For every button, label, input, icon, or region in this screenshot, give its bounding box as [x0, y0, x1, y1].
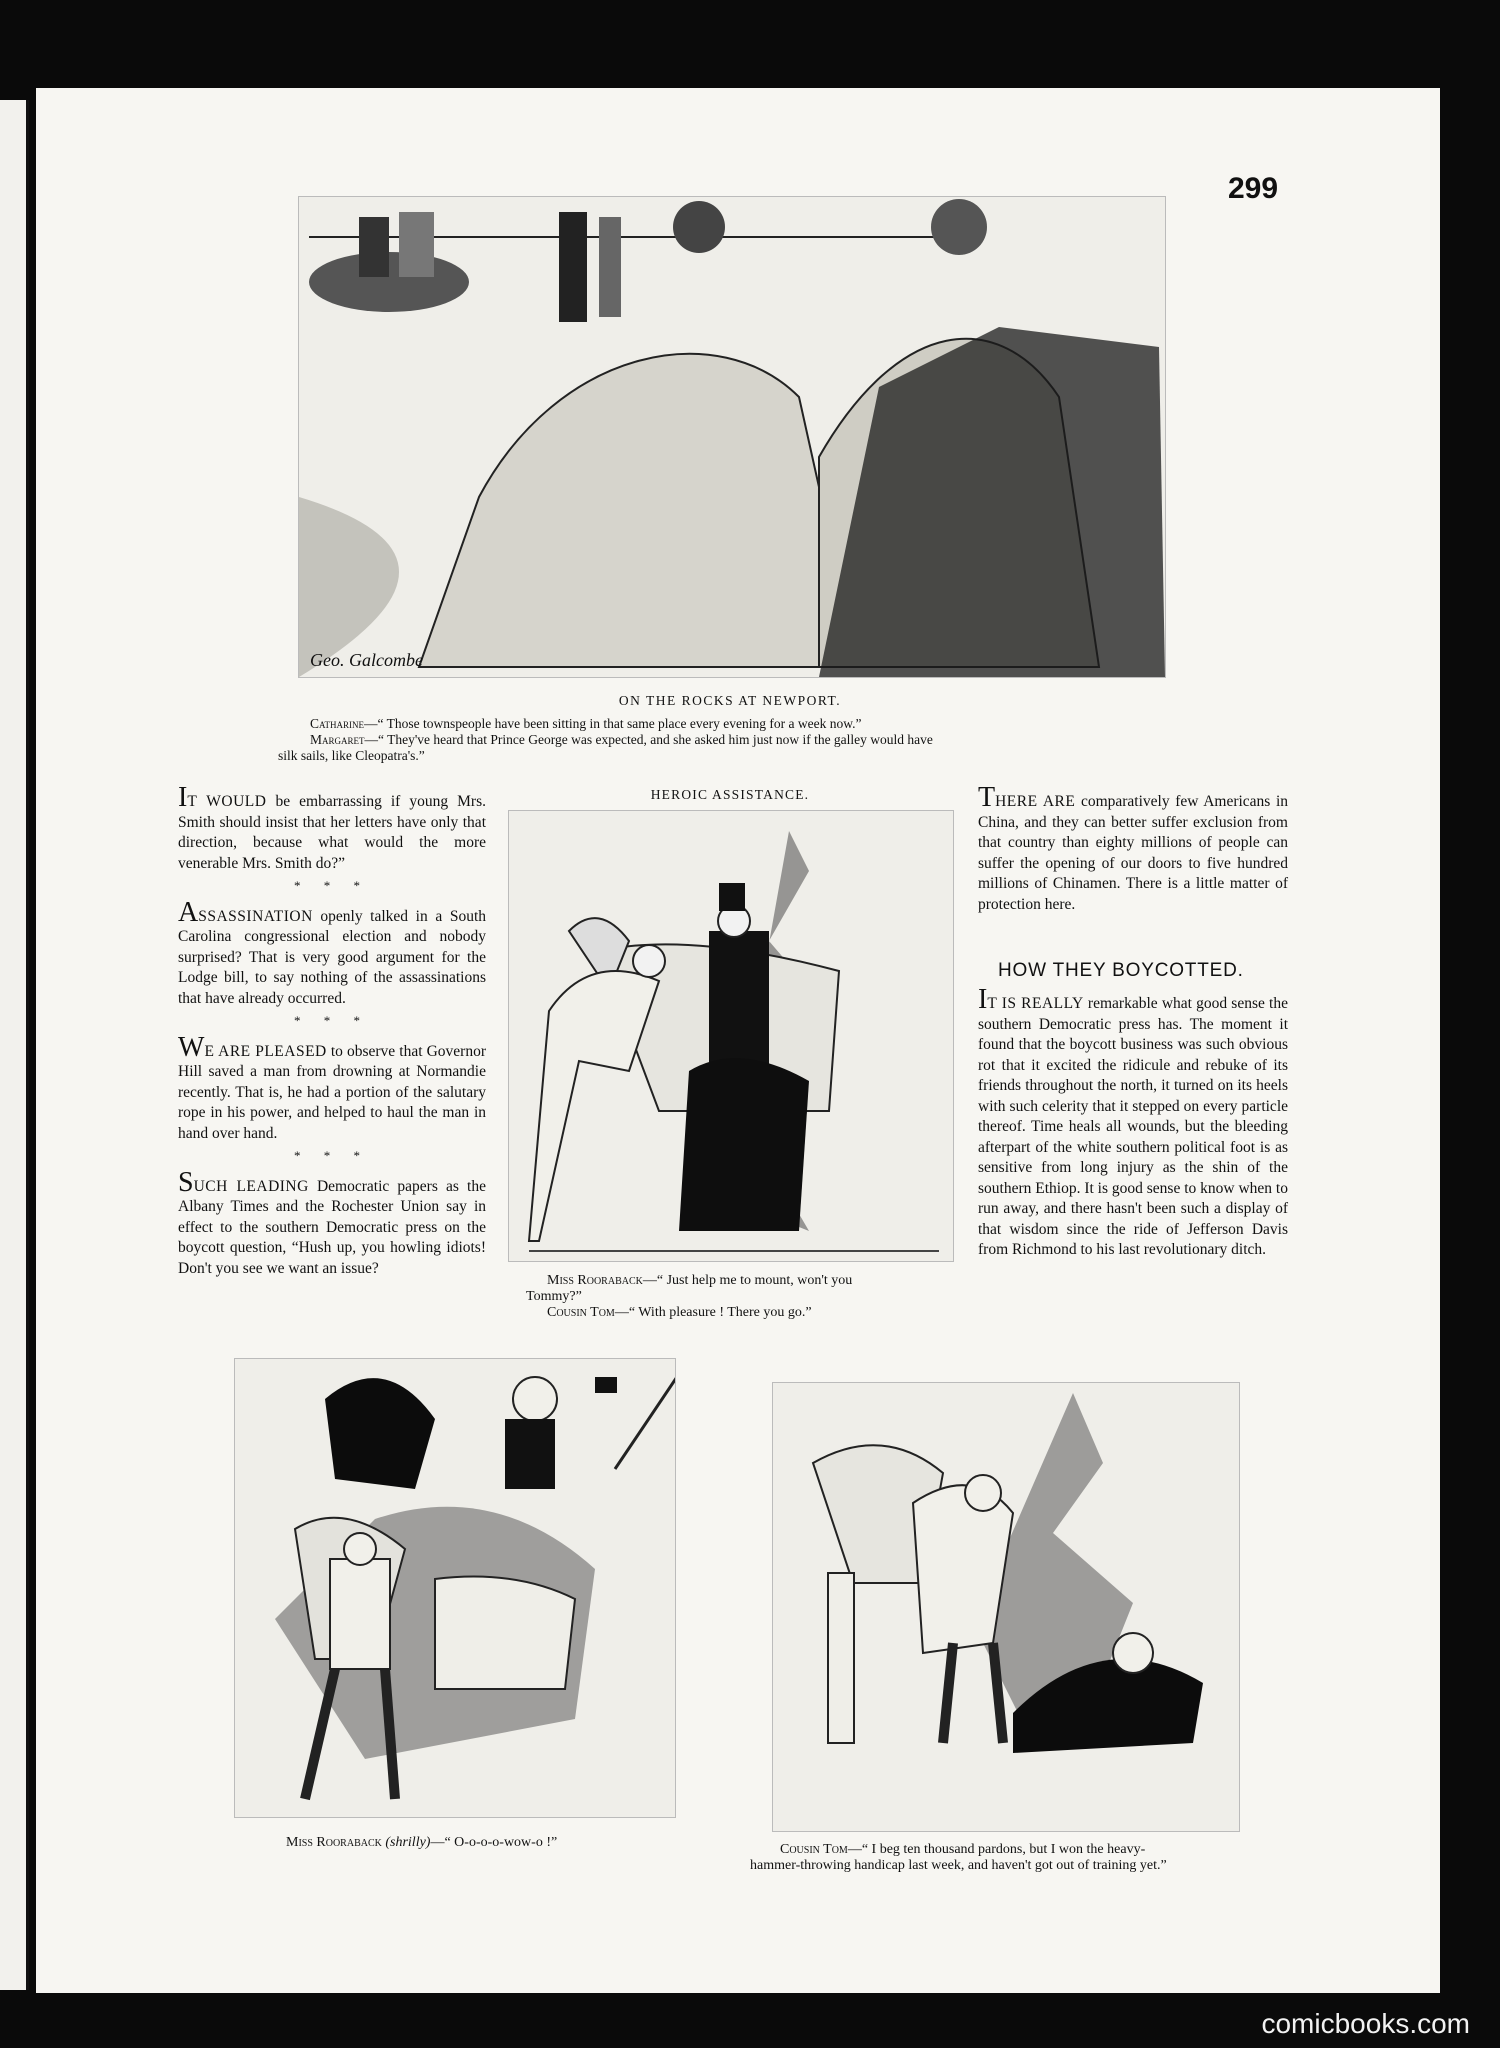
caption-shrilly: Miss Rooraback (shrilly)—“ O-o-o-o-wow-o !”: [286, 1835, 558, 1850]
artist-signature: Geo. Galcombe: [310, 650, 423, 670]
thrown-rider-illustration: [234, 1358, 676, 1818]
illustration-drawing: [299, 197, 1165, 677]
paragraph-assassination: ASSASSINATION openly talked in a South Carolina congressional election and nobody surprised? That is very good argument for the Lodge bill, to say nothing of the assassinations that have already occurred.: [178, 896, 486, 1007]
caption-line-catharine: [310, 716, 861, 732]
caption-text: —“ Those townspeople have been sitting in that same place every evening for a week now.”: [364, 716, 862, 731]
how-they-boycotted-heading: HOW THEY BOYCOTTED.: [998, 960, 1244, 981]
caption-line-continued: [278, 748, 425, 764]
newport-rocks-illustration: [298, 196, 1166, 678]
caption-cousin-tom: Cousin Tom—“ With pleasure ! There you go.”: [547, 1305, 812, 1320]
caption-text: silk sails, like Cleopatra's.”: [278, 748, 425, 763]
paragraph-boycott: IT IS REALLY remarkable what good sense the southern Democratic press has. The moment it found that the boycott business was such obvious rot that it excited the ridicule and rebuke of its friends throughout the north, it turned on its heels with such celerity that it stepped on every particle thereof. Time heals all wounds, but the bleeding afterpart of the white southern political foot is as sensitive from long injury as the shin of the southern Ethiop. It is good sense to know when to run away, and there hasn't been such a display of that wisdom since the ride of Jefferson Davis from Richmond to his last revolutionary ditch.: [978, 984, 1288, 1258]
heroic-assistance-title: HEROIC ASSISTANCE.: [650, 787, 810, 802]
section-divider: * * *: [294, 1013, 370, 1028]
left-column: [178, 782, 487, 1279]
right-column-top: [978, 782, 1288, 915]
speaker-name: Catharine: [310, 716, 364, 731]
speaker-name: Margaret: [310, 732, 365, 747]
paragraph-china: THERE ARE comparatively few Americans in China, and they can better suffer exclusion from that country than eighty millions of people can suffer the opening of our doors to five hundred millions of Chinamen. There is a little matter of protection here.: [978, 782, 1288, 913]
mounting-horse-illustration: [508, 810, 954, 1262]
right-column-bottom: [978, 984, 1288, 1261]
caption-line-margaret: [310, 732, 933, 748]
illustration-drawing: [773, 1383, 1239, 1831]
section-divider: * * *: [294, 878, 370, 893]
caption-training-continued: hammer-throwing handicap last week, and haven't got out of training yet.”: [750, 1858, 1167, 1873]
fallen-rider-illustration: [772, 1382, 1240, 1832]
previous-page-edge: [0, 100, 29, 1990]
paragraph-democratic-papers: SUCH LEADING Democratic papers as the Albany Times and the Rochester Union say in effect to the southern Democratic press on the boycott question, “Hush up, you howling idiots! Don't you see we want an issue?: [178, 1166, 486, 1277]
caption-miss-rooraback: Miss Rooraback—“ Just help me to mount, won't you: [547, 1273, 853, 1288]
site-watermark: comicbooks.com: [1261, 2008, 1470, 2039]
illustration-drawing: [235, 1359, 675, 1817]
paragraph-governor-hill: WE ARE PLEASED to observe that Governor Hill saved a man from drowning at Normandie recently. That is, he had a portion of the salutary rope in his power, and helped to haul the man in hand over hand.: [178, 1031, 486, 1142]
illustration-drawing: [509, 811, 953, 1261]
paragraph-smith: IT WOULD be embarrassing if young Mrs. Smith should insist that her letters have only that direction, because what would the more venerable Mrs. Smith do?”: [178, 782, 487, 872]
caption-text: —“ They've heard that Prince George was expected, and she asked him just now if the galley would have: [364, 732, 933, 747]
caption-continued: Tommy?”: [526, 1289, 582, 1304]
caption-training: Cousin Tom—“ I beg ten thousand pardons, but I won the heavy-: [780, 1842, 1146, 1857]
section-divider: * * *: [294, 1148, 370, 1163]
page-number: 299: [1228, 172, 1279, 205]
illustration-title: ON THE ROCKS AT NEWPORT.: [618, 693, 842, 708]
